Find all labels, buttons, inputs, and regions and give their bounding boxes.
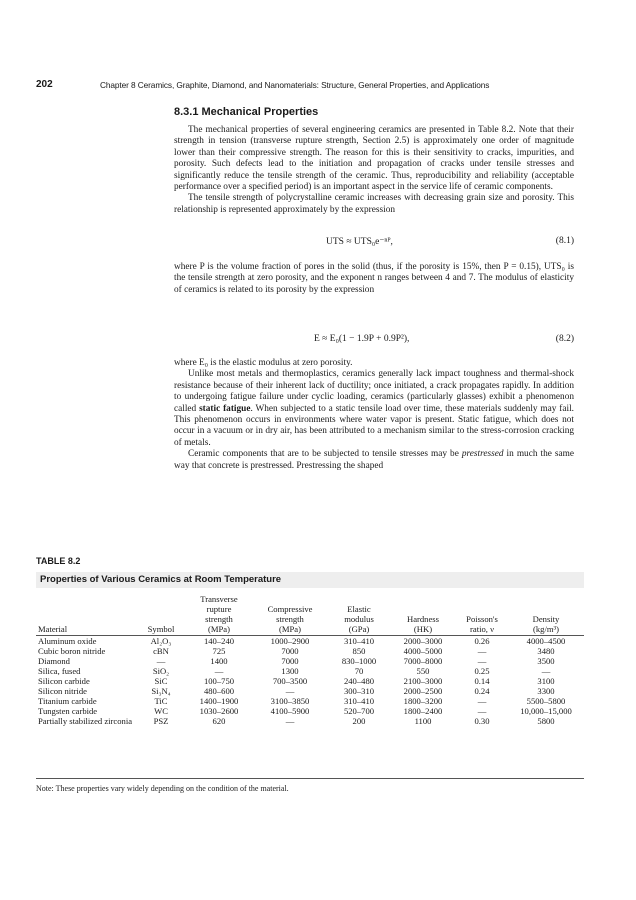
table-row xyxy=(36,666,584,676)
term-static-fatigue: static fatigue xyxy=(199,403,251,414)
table-row xyxy=(36,686,584,696)
cell-poisson: 0.30 xyxy=(474,716,490,726)
paragraph-text xyxy=(174,369,574,449)
col-poisson xyxy=(456,594,508,636)
table-note: Note: These properties vary widely depending on the condition of the material. xyxy=(36,784,289,793)
table-row xyxy=(36,646,584,656)
header-line: (HK) xyxy=(413,624,433,634)
text-run: Unlike most metals and thermoplastics, ceramics generally lack impact toughness and thermal-shock resistance because of their inherent lack of ductility; once initiated, a crack propagates rapidly. In addition to undergoing fatigue failure under cyclic loading, ceramics (particularly glasses) exhibit a phenomenon called xyxy=(174,369,574,414)
header-line: Density xyxy=(532,614,560,624)
cell-symbol: — xyxy=(156,656,166,666)
cell-elastic: 520–700 xyxy=(343,706,375,716)
cell-material: Tungsten carbide xyxy=(38,706,98,716)
table-bottom-rule xyxy=(36,778,584,779)
running-head: Chapter 8 Ceramics, Graphite, Diamond, and Nanomaterials: Structure, General Properties, and Applications xyxy=(100,80,490,90)
header-line: Poisson's xyxy=(466,614,498,624)
cell-compressive: 4100–5900 xyxy=(270,706,310,716)
cell-material: Silicon carbide xyxy=(38,676,90,686)
cell-compressive: 700–3500 xyxy=(272,676,308,686)
cell-density: 5800 xyxy=(537,716,555,726)
cell-material: Silica, fused xyxy=(38,666,81,676)
term-prestressed: prestressed xyxy=(461,449,504,460)
table-row xyxy=(36,656,584,666)
cell-elastic: 310–410 xyxy=(343,636,375,646)
body-paragraph-2 xyxy=(174,262,574,296)
equation-number: (8.2) xyxy=(555,334,574,344)
table-row xyxy=(36,716,584,726)
cell-trs: 140–240 xyxy=(203,636,235,646)
cell-poisson: 0.25 xyxy=(474,666,490,676)
col-hardness xyxy=(390,594,456,636)
cell-trs: — xyxy=(214,666,224,676)
header-line: (GPa) xyxy=(348,624,370,634)
cell-symbol: SiC xyxy=(154,676,168,686)
cell-elastic: 240–480 xyxy=(343,676,375,686)
header-line: rupture xyxy=(206,604,232,614)
cell-density: 4000–4500 xyxy=(526,636,566,646)
text-run: . When subjected to a static tensile load over time, these materials suddenly may fail. This phenomenon occurs in environments where water vapor is present. Static fatigue, which does not occur in a vacuum or in dry air, has been attributed to a mechanism similar to the stress-corrosion cracking of metals. xyxy=(174,403,574,448)
header-line: Hardness xyxy=(407,614,439,624)
header-line: modulus xyxy=(344,614,374,624)
cell-material: Silicon nitride xyxy=(38,686,87,696)
cell-poisson: 0.24 xyxy=(474,686,490,696)
cell-density: 10,000–15,000 xyxy=(520,706,572,716)
cell-symbol: PSZ xyxy=(153,716,169,726)
cell-hardness: 2000–2500 xyxy=(403,686,443,696)
cell-material: Partially stabilized zirconia xyxy=(38,716,133,726)
cell-trs: 1400–1900 xyxy=(199,696,239,706)
cell-poisson: 0.26 xyxy=(474,636,490,646)
cell-material: Titanium carbide xyxy=(38,696,97,706)
cell-trs: 480–600 xyxy=(203,686,235,696)
section-heading: 8.3.1 Mechanical Properties xyxy=(174,106,319,118)
cell-material: Diamond xyxy=(38,656,70,666)
table-row xyxy=(36,696,584,706)
table-row xyxy=(36,636,584,647)
paragraph-text: where P is the volume fraction of pores in the solid (thus, if the porosity is 15%, then P = 0.15), UTS₀ is the tensile strength at zero porosity, and the exponent n ranges between 4 and 7. The modulus of elasticity of ceramics is related to its porosity by the expression xyxy=(174,262,574,295)
col-elastic xyxy=(328,594,390,636)
cell-material: Cubic boron nitride xyxy=(38,646,106,656)
header-line: strength xyxy=(205,614,233,624)
cell-trs: 725 xyxy=(212,646,226,656)
cell-density: — xyxy=(541,666,551,676)
col-material: Material xyxy=(36,594,136,636)
equation-8-1: UTS ≈ UTS₀e⁻ⁿᴾ, xyxy=(326,237,393,247)
header-line: Compressive xyxy=(267,604,313,614)
cell-poisson: — xyxy=(477,656,487,666)
cell-poisson: — xyxy=(477,696,487,706)
header-line: Elastic xyxy=(347,604,371,614)
cell-trs: 100–750 xyxy=(203,676,235,686)
cell-symbol: TiC xyxy=(154,696,168,706)
cell-trs: 1030–2600 xyxy=(199,706,239,716)
cell-hardness: 1100 xyxy=(414,716,432,726)
cell-hardness: 1800–2400 xyxy=(403,706,443,716)
paragraph-text: where E₀ is the elastic modulus at zero porosity. xyxy=(174,358,353,368)
cell-compressive: 7000 xyxy=(281,646,299,656)
properties-table xyxy=(36,594,584,726)
cell-symbol: WC xyxy=(154,706,168,716)
cell-hardness: 1800–3200 xyxy=(403,696,443,706)
cell-compressive: 3100–3850 xyxy=(270,696,310,706)
col-compressive xyxy=(252,594,328,636)
cell-compressive: — xyxy=(285,686,295,696)
table-row xyxy=(36,706,584,716)
body-paragraph-1 xyxy=(174,125,574,216)
cell-compressive: — xyxy=(285,716,295,726)
cell-elastic: 830–1000 xyxy=(341,656,377,666)
header-line: strength xyxy=(276,614,304,624)
cell-compressive: 7000 xyxy=(281,656,299,666)
cell-density: 5500–5800 xyxy=(526,696,566,706)
cell-elastic: 70 xyxy=(354,666,364,676)
text-run: Ceramic components that are to be subjected to tensile stresses may be xyxy=(188,449,459,460)
cell-density: 3500 xyxy=(537,656,555,666)
cell-density: 3300 xyxy=(537,686,555,696)
cell-symbol: cBN xyxy=(153,646,169,656)
col-symbol: Symbol xyxy=(136,594,186,636)
equation-8-2: E ≈ E₀(1 − 1.9P + 0.9P²), xyxy=(314,334,410,344)
cell-symbol: Al₂O₃ xyxy=(150,636,172,646)
table-title: Properties of Various Ceramics at Room Temperature xyxy=(40,574,282,585)
cell-hardness: 2000–3000 xyxy=(403,636,443,646)
cell-elastic: 310–410 xyxy=(343,696,375,706)
cell-hardness: 4000–5000 xyxy=(403,646,443,656)
cell-compressive: 1300 xyxy=(281,666,299,676)
body-paragraph-3 xyxy=(174,358,574,472)
cell-density: 3480 xyxy=(537,646,555,656)
table-label: TABLE 8.2 xyxy=(36,556,81,566)
cell-trs: 620 xyxy=(212,716,226,726)
text-run: in much the same way that concrete is prestressed. Prestressing the shaped xyxy=(174,449,574,471)
header-line: Transverse xyxy=(200,594,238,604)
table-header-row xyxy=(36,594,584,636)
col-density xyxy=(508,594,584,636)
cell-elastic: 200 xyxy=(352,716,366,726)
cell-hardness: 550 xyxy=(416,666,430,676)
col-trs xyxy=(186,594,252,636)
paragraph-text: The tensile strength of polycrystalline ceramic increases with decreasing grain size and porosity. This relationship is represented approximately by the expression xyxy=(174,193,574,215)
cell-hardness: 7000–8000 xyxy=(403,656,443,666)
cell-poisson: 0.14 xyxy=(474,676,490,686)
cell-elastic: 300–310 xyxy=(343,686,375,696)
header-line: (MPa) xyxy=(208,624,230,634)
table-row xyxy=(36,676,584,686)
cell-trs: 1400 xyxy=(210,656,228,666)
cell-elastic: 850 xyxy=(352,646,366,656)
header-line: ratio, ν xyxy=(470,624,494,634)
cell-hardness: 2100–3000 xyxy=(403,676,443,686)
equation-number: (8.1) xyxy=(555,236,574,246)
cell-compressive: 1000–2900 xyxy=(270,636,310,646)
header-line: (MPa) xyxy=(279,624,301,634)
cell-symbol: SiO₂ xyxy=(152,666,170,676)
cell-symbol: Si₃N₄ xyxy=(151,686,171,696)
cell-material: Aluminum oxide xyxy=(38,636,97,646)
cell-density: 3100 xyxy=(537,676,555,686)
page-number: 202 xyxy=(36,79,53,90)
paragraph-text: The mechanical properties of several engineering ceramics are presented in Table 8.2. Note that their strength in tension (transverse rupture strength, Section 2.5) is approximately one order of magnitude lower than their compressive strength. The reason for this is their sensitivity to cracks, impurities, and porosity. Such defects lead to the initiation and propagation of cracks under tensile stresses and significantly reduce the tensile strength of the ceramic. Thus, reproducibility and reliability (acceptable performance over a specified period) is an important aspect in the service life of ceramic components. xyxy=(174,125,574,193)
header-line: (kg/m³) xyxy=(533,624,559,634)
paragraph-text xyxy=(174,449,574,472)
cell-poisson: — xyxy=(477,706,487,716)
cell-poisson: — xyxy=(477,646,487,656)
